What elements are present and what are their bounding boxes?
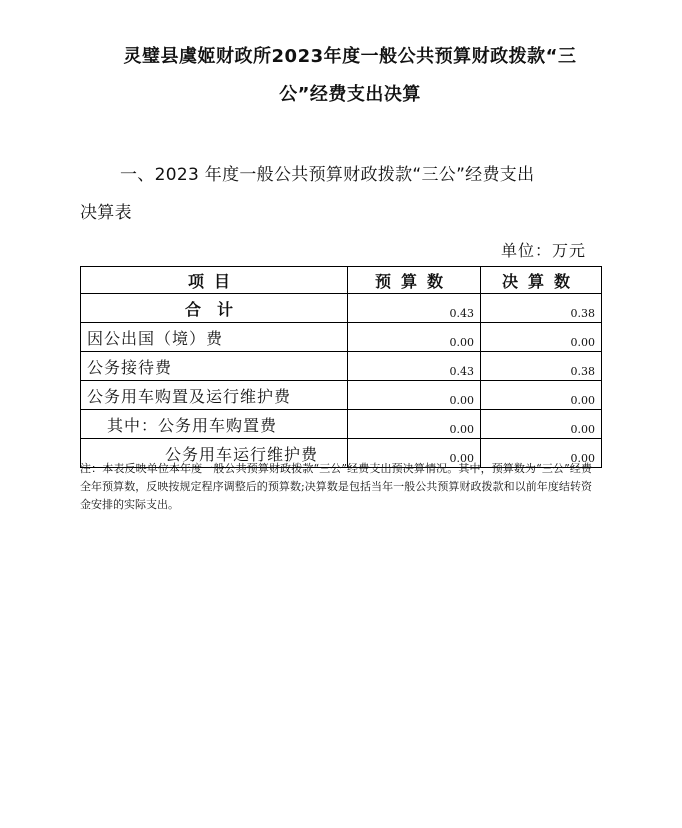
section-heading [80,156,590,232]
row-label: 合计 [81,294,348,323]
table-row [81,323,602,352]
row-label: 公务用车购置及运行维护费 [81,381,348,410]
table-header-row [81,267,602,294]
unit-label: 单位：万元 [500,241,586,260]
header-item: 项目 [81,267,348,294]
row-budget: 0.00 [348,439,481,468]
row-budget: 0.00 [348,323,481,352]
row-actual: 0.38 [481,294,602,323]
title-line-2: 公”经费支出决算 [279,84,421,105]
table-row-total [81,294,602,323]
three-public-expenses-table [80,266,602,468]
header-budget: 预算数 [348,267,481,294]
row-actual: 0.00 [481,439,602,468]
row-label: 因公出国（境）费 [81,323,348,352]
row-budget: 0.43 [348,294,481,323]
section-heading-line-2: 决算表 [80,203,132,223]
row-label: 其中：公务用车购置费 [81,410,348,439]
title-line-1: 灵璧县虞姬财政所2023年度一般公共预算财政拨款“三 [123,46,577,67]
row-label: 公务用车运行维护费 [81,439,348,468]
header-actual: 决算数 [481,267,602,294]
row-actual: 0.00 [481,323,602,352]
table-row [81,410,602,439]
table-footnote: 注：本表反映单位本年度一般公共预算财政拨款“三公”经费支出预决算情况。其中，预算数为“三公”经费全年预算数，反映按规定程序调整后的预算数;决算数是包括当年一般公共预算财政拨款和以前年度结转资金安排的实际支出。 [80,462,592,511]
row-label: 公务接待费 [81,352,348,381]
row-actual: 0.00 [481,410,602,439]
row-actual: 0.38 [481,352,602,381]
row-budget: 0.43 [348,352,481,381]
row-actual: 0.00 [481,381,602,410]
table-row [81,352,602,381]
table-row [81,381,602,410]
section-heading-line-1: 一、2023 年度一般公共预算财政拨款“三公”经费支出 [120,165,535,185]
row-budget: 0.00 [348,410,481,439]
document-title [60,38,640,114]
row-budget: 0.00 [348,381,481,410]
